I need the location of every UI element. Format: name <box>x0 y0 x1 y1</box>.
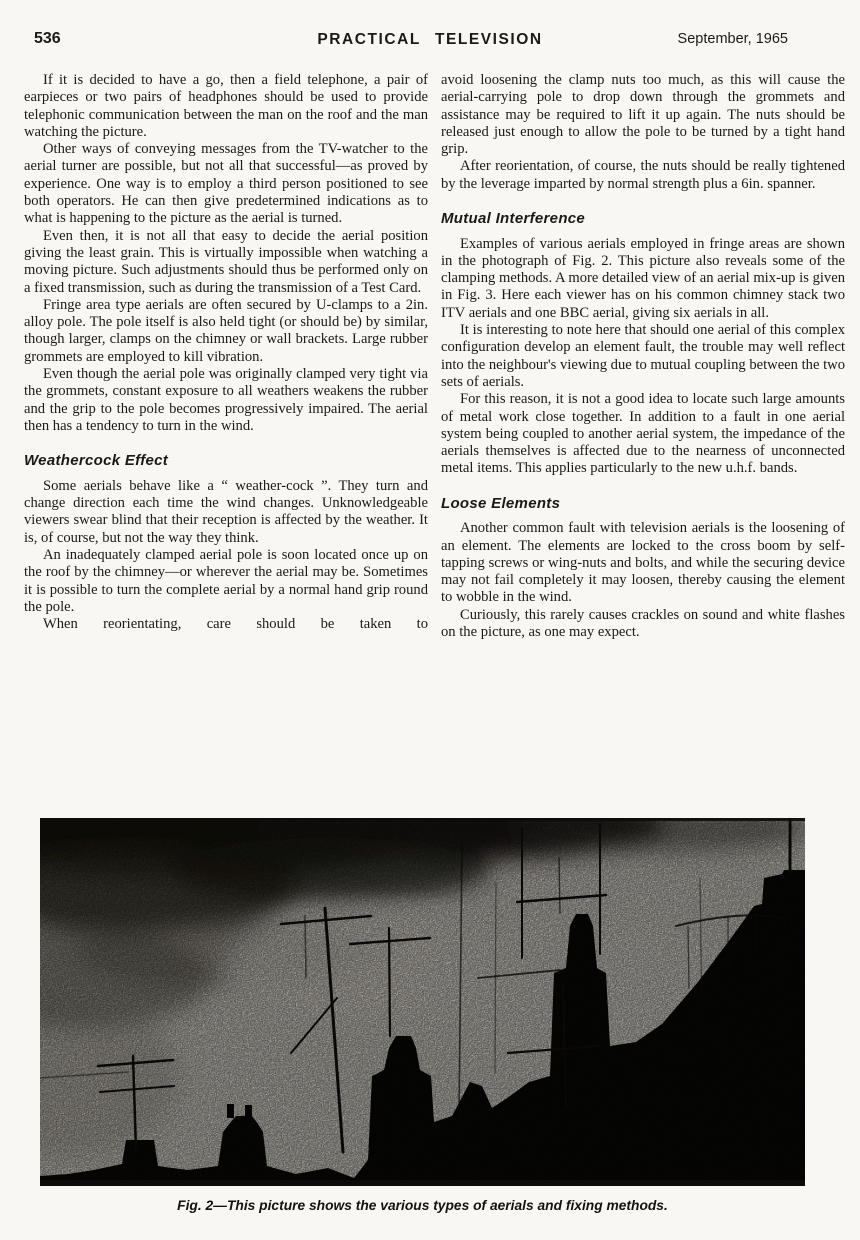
paragraph: Examples of various aerials employed in fringe areas are shown in the photograph of Fig. 2. This picture also reveals some of the clamping methods. A more detailed view of an aerial mix-up is given in Fig. 3. Here each viewer has on his common chimney stack two ITV aerials and one BBC aerial, giving six aerials in all. <box>441 235 845 321</box>
paragraph-continues-next-column: When reorientating, care should be taken to <box>42 616 428 633</box>
paragraph: For this reason, it is not a good idea to locate such large amounts of metal work close together. In addition to a fault in one aerial system being coupled to another aerial system, the impedance of the aerials themselves is affected due to the nearness of unconnected metal items. This applies particularly to the new u.h.f. bands. <box>441 391 845 477</box>
section-heading-weathercock-effect: Weathercock Effect <box>24 452 169 470</box>
paragraph: It is interesting to note here that should one aerial of this complex configuration develop an element fault, the trouble may well reflect into the neighbour's viewing due to mutual coupling between the two sets of aerials. <box>441 322 845 390</box>
section-heading-mutual-interference: Mutual Interference <box>441 210 586 228</box>
figure-2 <box>40 818 805 1214</box>
paragraph: Another common fault with television aerials is the loosening of an element. The elements are locked to the cross boom by self-tapping screws or wing-nuts and bolts, and while the securing device may not fail completely it may loosen, thereby causing the element to wobble in the wind. <box>441 520 845 606</box>
figure-caption: Fig. 2—This picture shows the various types of aerials and fixing methods. <box>177 1198 668 1213</box>
paragraph: Fringe area type aerials are often secured by U-clamps to a 2in. alloy pole. The pole itself is also held tight (or should be) by similar, though larger, clamps on the chimney or wall brackets. Large rubber grommets are employed to kill vibration. <box>24 296 428 365</box>
page-number: 536 <box>34 30 61 47</box>
paragraph-continuation: avoid loosening the clamp nuts too much, as this will cause the aerial-carrying pole to drop down through the grommets and assistance may be required to lift it up again. The nuts should be released just enough to allow the pole to be turned by a tight hand grip. <box>441 72 845 158</box>
paragraph: An inadequately clamped aerial pole is soon located once up on the roof by the chimney—or wherever the aerial may be. Sometimes it is possible to turn the complete aerial by a normal hand grip round the pole. <box>24 546 428 615</box>
rooftop-aerials-photo <box>40 818 805 1186</box>
section-heading-loose-elements: Loose Elements <box>441 494 561 512</box>
paragraph: Other ways of conveying messages from the TV-watcher to the aerial turner are possible, but not all that successful—as proved by experience. One way is to employ a third person positioned to see both operators. He can then give predetermined indications as to what is happening to the picture as the aerial is turned. <box>24 141 428 227</box>
paragraph: Even though the aerial pole was originally clamped very tight via the grommets, constant exposure to all weathers weakens the rubber and the grip to the pole becomes progressively impaired. The aerial then has a tendency to turn in the wind. <box>24 366 428 434</box>
article-columns <box>0 56 860 792</box>
paragraph: Curiously, this rarely causes crackles on sound and white flashes on the picture, as one may expect. <box>441 606 845 641</box>
paragraph: If it is decided to have a go, then a field telephone, a pair of earpieces or two pairs of headphones should be used to provide telephonic communication between the man on the roof and the man watching the picture. <box>24 72 428 140</box>
journal-title: PRACTICAL TELEVISION <box>317 31 543 48</box>
left-column <box>24 72 428 792</box>
paragraph: After reorientation, of course, the nuts should be really tightened by the leverage imparted by normal strength plus a 6in. spanner. <box>441 158 845 192</box>
paragraph: Some aerials behave like a “ weather-cock ”. They turn and change direction each time the wind changes. Unknowledgeable viewers swear blind that their reception is affected by the weather. It is, of course, but not the way they think. <box>24 477 428 546</box>
right-column <box>441 72 845 792</box>
issue-date: September, 1965 <box>677 31 788 47</box>
paragraph: Even then, it is not all that easy to decide the aerial position giving the least grain. This is virtually impossible when watching a moving picture. Such adjustments should thus be performed only on a fixed transmission, such as during the transmission of a Test Card. <box>24 227 428 296</box>
page-header <box>0 30 860 54</box>
